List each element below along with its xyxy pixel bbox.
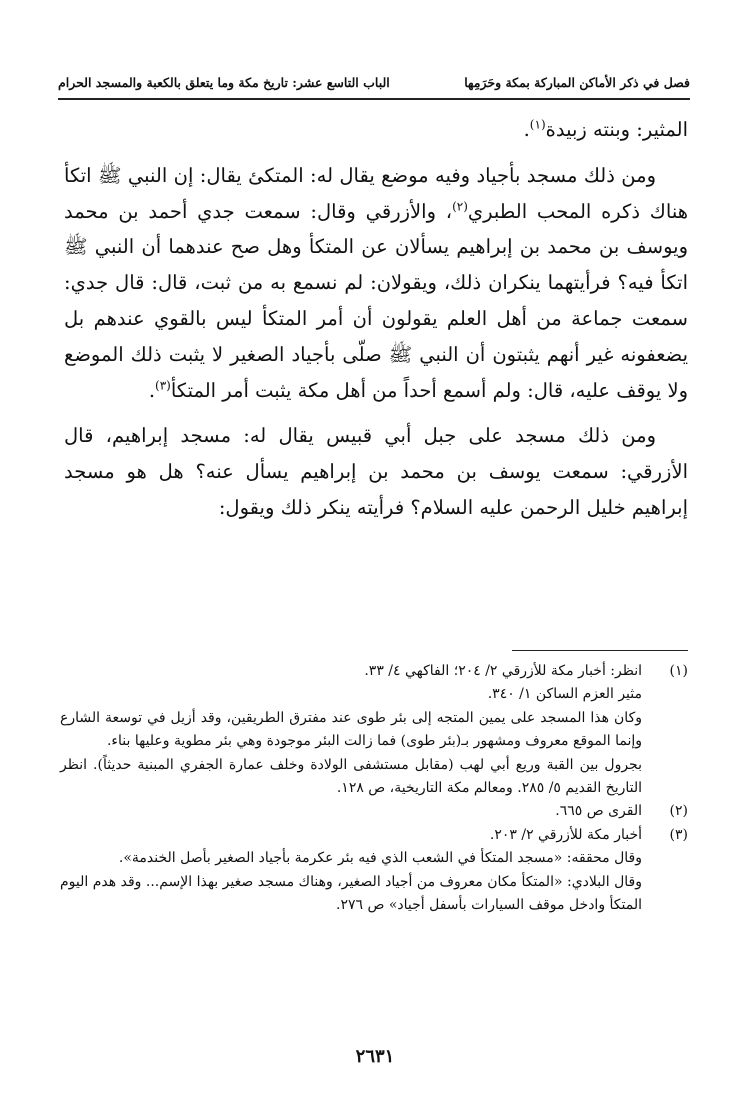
paragraph-1-end: . bbox=[523, 118, 530, 141]
paragraph-2 bbox=[64, 158, 688, 409]
header-chapter-title: فصل في ذكر الأماكن المباركة بمكة وحَرَمِها bbox=[464, 75, 690, 90]
footnote-separator bbox=[512, 650, 688, 651]
footnote-1-continuation bbox=[60, 683, 688, 800]
footnote-ref-3[interactable]: (٣) bbox=[155, 378, 171, 393]
footnote-ref-2[interactable]: (٢) bbox=[452, 199, 468, 214]
footnote-1 bbox=[60, 660, 688, 683]
paragraph-2-text-a: ومن ذلك مسجد بأجياد وفيه موضع يقال له: المتكئ يقال: إن النبي ﷺ اتكأ هناك ذكره المحب الطبري bbox=[64, 163, 688, 223]
header-section-title: الباب التاسع عشر: تاريخ مكة وما يتعلق بالكعبة والمسجد الحرام bbox=[58, 75, 390, 90]
page-number: ٢٦٣١ bbox=[355, 1046, 395, 1067]
paragraph-1-text: المثير: وبنته زبيدة bbox=[545, 118, 688, 141]
footnote-2-line-1: القرى ص ٦٦٥. bbox=[555, 803, 642, 820]
footnote-3-line-1: أخبار مكة للأزرقي ٢/ ٢٠٣. bbox=[489, 826, 642, 843]
main-text bbox=[64, 112, 688, 536]
footnote-1-number: (١) bbox=[669, 663, 688, 679]
paragraph-1 bbox=[64, 112, 688, 148]
footnote-3-number: (٣) bbox=[669, 826, 688, 843]
footnote-1-line-4: بجرول بين القبة وريع أبي لهب (مقابل مستشفى الولادة وخلف عمارة الجفري المبنية حديثاً). انظر التاريخ القديم ٥/ ٢٨٥. ومعالم مكة التاريخية، ص ١٢٨. bbox=[60, 756, 642, 797]
footnote-2-number: (٢) bbox=[669, 803, 688, 820]
footnote-ref-1[interactable]: (١) bbox=[529, 117, 546, 132]
footnote-2 bbox=[60, 800, 688, 823]
footnote-3-continuation bbox=[60, 847, 688, 917]
footnote-1-line-1: انظر: أخبار مكة للأزرقي ٢/ ٢٠٤؛ الفاكهي ٤/ ٣٣. bbox=[364, 663, 642, 679]
footnote-3-line-3: وقال البلادي: «المتكأ مكان معروف من أجياد الصغير، وهناك مسجد صغير بهذا الإسم... وقد هدم اليوم المتكأ وادخل موقف السيارات بأسفل أجياد» ص ٢٧٦. bbox=[60, 873, 642, 914]
footnotes bbox=[60, 660, 688, 917]
paragraph-2-text-b: ، والأزرقي وقال: سمعت جدي أحمد بن محمد ويوسف بن محمد بن إبراهيم يسألان عن المتكأ وهل صح عندهما أن النبي ﷺ اتكأ فيه؟ فرأيتهما ينكران ذلك، ويقولان: لم نسمع به من ثبت، قال: قال جدي: سمعت جماعة من أهل العلم يقولون أن أمر المتكأ ليس بالقوي عندهم بل يضعفونه غير أنهم يثبتون أن النبي ﷺ صلّى بأجياد الصغير لا يثبت ذلك الموضع ولا يوقف عليه، قال: ولم أسمع أحداً من أهل مكة يثبت أمر المتكأ bbox=[64, 199, 688, 402]
footnote-3-line-2: وقال محققه: «مسجد المتكأ في الشعب الذي فيه بئر عكرمة بأجياد الصغير بأصل الخندمة». bbox=[118, 850, 642, 867]
footnote-1-line-2: مثير العزم الساكن ١/ ٣٤٠. bbox=[487, 686, 642, 703]
footnote-1-line-3: وكان هذا المسجد على يمين المتجه إلى بئر طوى عند مفترق الطريقين، وقد أزيل في توسعة الشارع وإنما الموقع معروف ومشهور بـ(بئر طوى) فما زالت البئر موجودة وهي بئر مطوية وعليها بناء. bbox=[60, 709, 642, 750]
paragraph-2-end: . bbox=[148, 378, 156, 402]
running-header bbox=[58, 44, 690, 100]
footnote-3 bbox=[60, 824, 688, 847]
paragraph-3: ومن ذلك مسجد على جبل أبي قبيس يقال له: مسجد إبراهيم، قال الأزرقي: سمعت يوسف بن محمد بن إبراهيم يسأل عنه؟ هل هو مسجد إبراهيم خليل الرحمن عليه السلام؟ فرأيته ينكر ذلك ويقول: bbox=[64, 424, 688, 519]
